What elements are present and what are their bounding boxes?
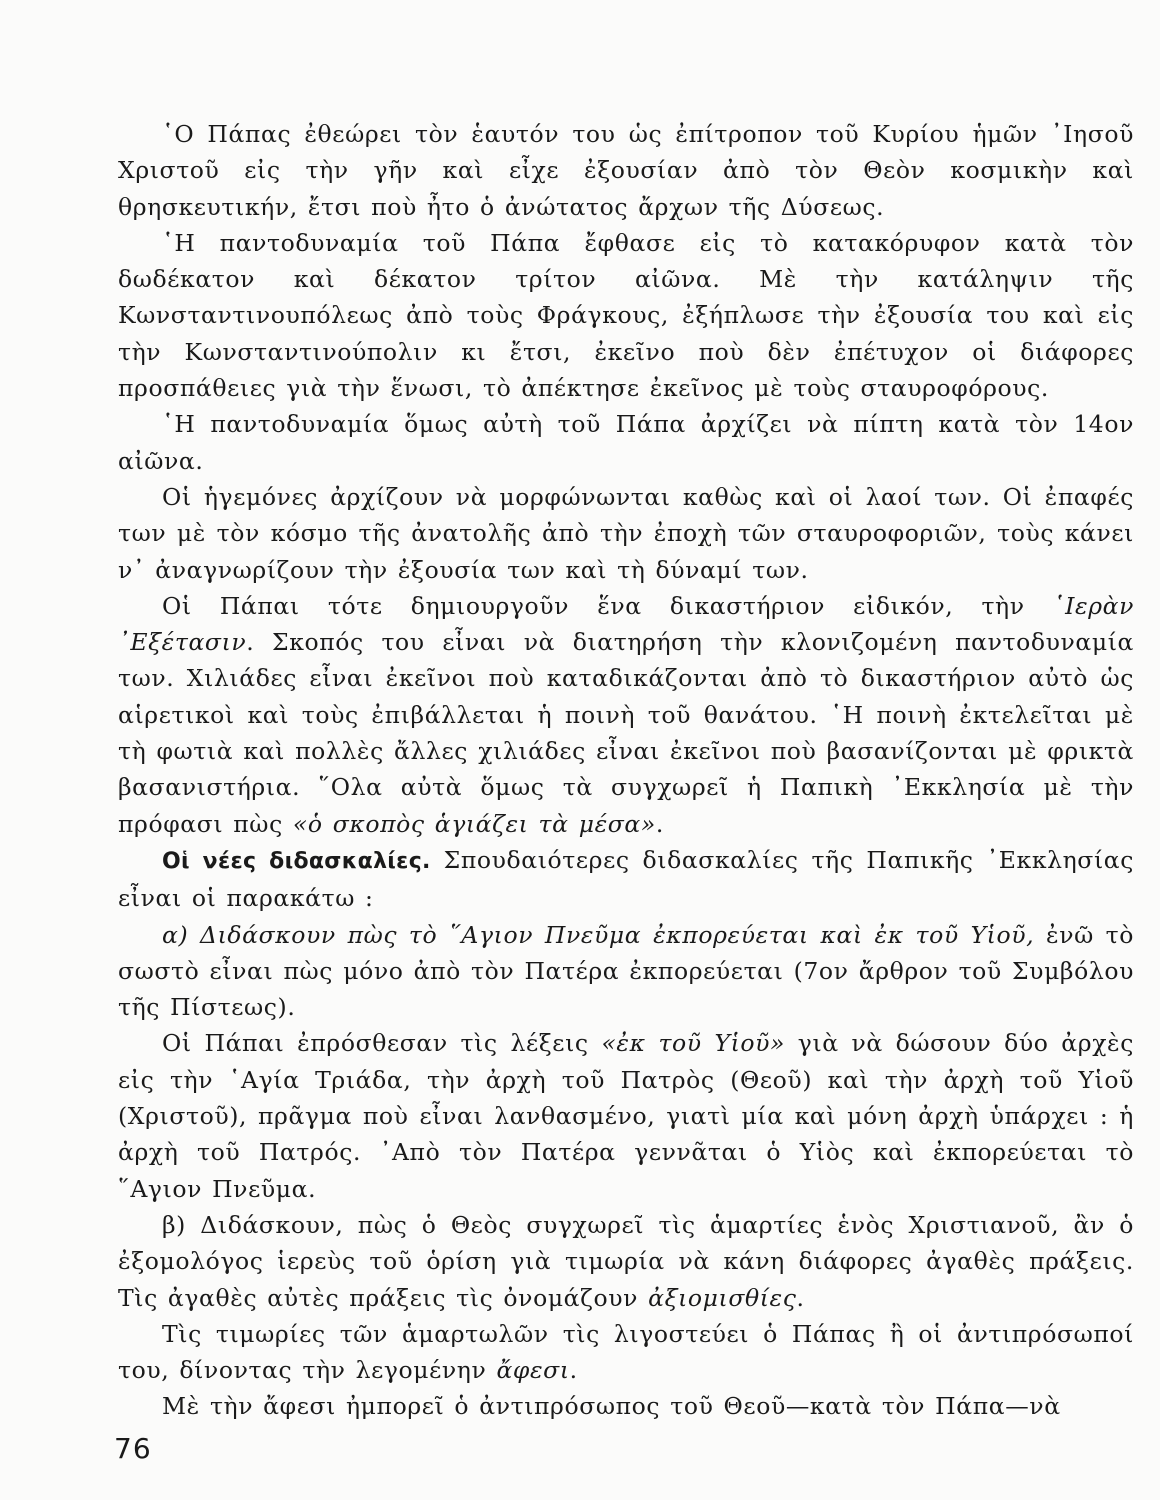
paragraph-5-end: . (655, 809, 664, 838)
paragraph-7 (118, 917, 1134, 1026)
quote-ends-justify-means: «ὁ σκοπὸς ἁγιάζει τὰ μέσα» (292, 809, 656, 838)
paragraph-9-end: . (796, 1283, 805, 1312)
paragraph-4: Οἱ ἡγεμόνες ἀρχίζουν νὰ μορφώνωνται καθὼς καὶ οἱ λαοί των. Οἱ ἐπαφές των μὲ τὸν κόσμο τῆς ἀνατολῆς ἀπὸ τὴν ἐποχὴ τῶν σταυροφοριῶν, τοὺς κάνει ν᾿ ἀναγνωρίζουν τὴν ἐξουσία των καὶ τὴ δύναμί των. (118, 482, 1134, 584)
paragraph-11: Μὲ τὴν ἄφεσι ἠμπορεῖ ὁ ἀντιπρόσωπος τοῦ Θεοῦ—κατὰ τὸν Πάπα—νὰ (162, 1392, 1061, 1421)
paragraph-5-text: Οἱ Πάπαι τότε δημιουργοῦν ἕνα δικαστήριον εἰδικόν, τὴν (162, 591, 1053, 620)
paragraph-9-text: β) Διδάσκουν, πὼς ὁ Θεὸς συγχωρεῖ τὶς ἁμαρτίες ἑνὸς Χριστιανοῦ, ἂν ὁ ἐξομολόγος ἱερεὺς τοῦ ὁρίση γιὰ τιμωρία νὰ κάνη διάφορες ἀγαθὲς πράξεις. Τὶς ἀγαθὲς αὐτὲς πράξεις τὶς ὀνομάζουν (118, 1210, 1134, 1312)
paragraph-8-text: Οἱ Πάπαι ἐπρόσθεσαν τὶς λέξεις (162, 1029, 602, 1058)
paragraph-5 (118, 588, 1134, 842)
paragraph-8-text-cont: γιὰ νὰ δώσουν δύο ἀρχὲς εἰς τὴν ῾Αγία Τριάδα, τὴν ἀρχὴ τοῦ Πατρὸς (Θεοῦ) καὶ τὴν ἀρχὴ τοῦ Υἱοῦ (Χριστοῦ), πρᾶγμα ποὺ εἶναι λανθασμένο, γιατὶ μία καὶ μόνη ἀρχὴ ὑπάρχει : ἡ ἀρχὴ τοῦ Πατρός. ᾿Απὸ τὸν Πατέρα γεννᾶται ὁ Υἱὸς καὶ ἐκπορεύεται τὸ ῞Αγιον Πνεῦμα. (118, 1029, 1135, 1203)
paragraph-10-text: Τὶς τιμωρίες τῶν ἁμαρτωλῶν τὶς λιγοστεύει ὁ Πάπας ἢ οἱ ἀντιπρόσωποί του, δίνοντας τὴν λεγομένην (118, 1319, 1134, 1385)
paragraph-7-text: ἐνῶ τὸ σωστὸ εἶναι πὼς μόνο ἀπὸ τὸν Πατέρα ἐκπορεύεται (7ον ἄρθρον τοῦ Συμβόλου τῆς Πίστεως). (118, 920, 1134, 1022)
paragraph-10 (118, 1316, 1134, 1389)
filioque-quote: «ἐκ τοῦ Υἱοῦ» (601, 1029, 786, 1058)
paragraph-3: ῾Η παντοδυναμία ὅμως αὐτὴ τοῦ Πάπα ἀρχίζει νὰ πίπτη κατὰ τὸν 14ον αἰῶνα. (118, 410, 1134, 475)
inquisition-term: ῾Ιερὰν ᾿Εξέτασιν (118, 591, 1134, 657)
paragraph-5-text-cont: . Σκοπός του εἶναι νὰ διατηρήση τὴν κλονιζομένη παντοδυναμία των. Χιλιάδες εἶναι ἐκεῖνοι ποὺ καταδικάζονται ἀπὸ τὸ δικαστήριον αὐτὸ ὡς αἱρετικοὶ καὶ τοὺς ἐπιβάλλεται ἡ ποινὴ τοῦ θανάτου. ῾Η ποινὴ ἐκτελεῖται μὲ τὴ φωτιὰ καὶ πολλὲς ἄλλες χιλιάδες εἶναι ἐκεῖνοι ποὺ βασανίζονται μὲ φρικτὰ βασανιστήρια. ῞Ολα αὐτὰ ὅμως τὰ συγχωρεῖ ἡ Παπικὴ ᾿Εκκλησία μὲ τὴν πρόφασι πὼς (118, 628, 1134, 838)
paragraph-10-end: . (569, 1356, 578, 1385)
page-number: 76 (114, 1432, 152, 1465)
paragraph-2: ῾Η παντοδυναμία τοῦ Πάπα ἔφθασε εἰς τὸ κατακόρυφον κατὰ τὸν δωδέκατον καὶ δέκατον τρίτον αἰῶνα. Μὲ τὴν κατάληψιν τῆς Κωνσταντινουπόλεως ἀπὸ τοὺς Φράγκους, ἐξήπλωσε τὴν ἐξουσία του καὶ εἰς τὴν Κωνσταντινούπολιν κι ἔτσι, ἐκεῖνο ποὺ δὲν ἐπέτυχον οἱ διάφορες προσπάθειες γιὰ τὴν ἕνωσι, τὸ ἀπέκτησε ἐκεῖνος μὲ τοὺς σταυροφόρους. (118, 228, 1134, 403)
paragraph-8 (118, 1025, 1134, 1206)
doctrine-a: α) Διδάσκουν πὼς τὸ ῞Αγιον Πνεῦμα ἐκπορεύεται καὶ ἐκ τοῦ Υἱοῦ, (162, 920, 1035, 949)
paragraph-9 (118, 1207, 1134, 1316)
section-heading: Οἱ νέες διδασκαλίες. (162, 848, 431, 874)
paragraph-6 (118, 842, 1134, 917)
paragraph-6-text: Σπουδαιότερες διδασκαλίες τῆς Παπικῆς ᾿Εκκλησίας εἶναι οἱ παρακάτω : (118, 845, 1134, 913)
merits-term: ἀξιομισθίες (648, 1283, 797, 1312)
indulgence-term: ἄφεσι (496, 1356, 570, 1385)
body-text (118, 116, 1134, 1425)
paragraph-1: ῾Ο Πάπας ἐθεώρει τὸν ἑαυτόν του ὡς ἐπίτροπον τοῦ Κυρίου ἡμῶν ᾿Ιησοῦ Χριστοῦ εἰς τὴν γῆν καὶ εἶχε ἐξουσίαν ἀπὸ τὸν Θεὸν κοσμικὴν καὶ θρησκευτικήν, ἔτσι ποὺ ἦτο ὁ ἀνώτατος ἄρχων τῆς Δύσεως. (118, 120, 1134, 221)
